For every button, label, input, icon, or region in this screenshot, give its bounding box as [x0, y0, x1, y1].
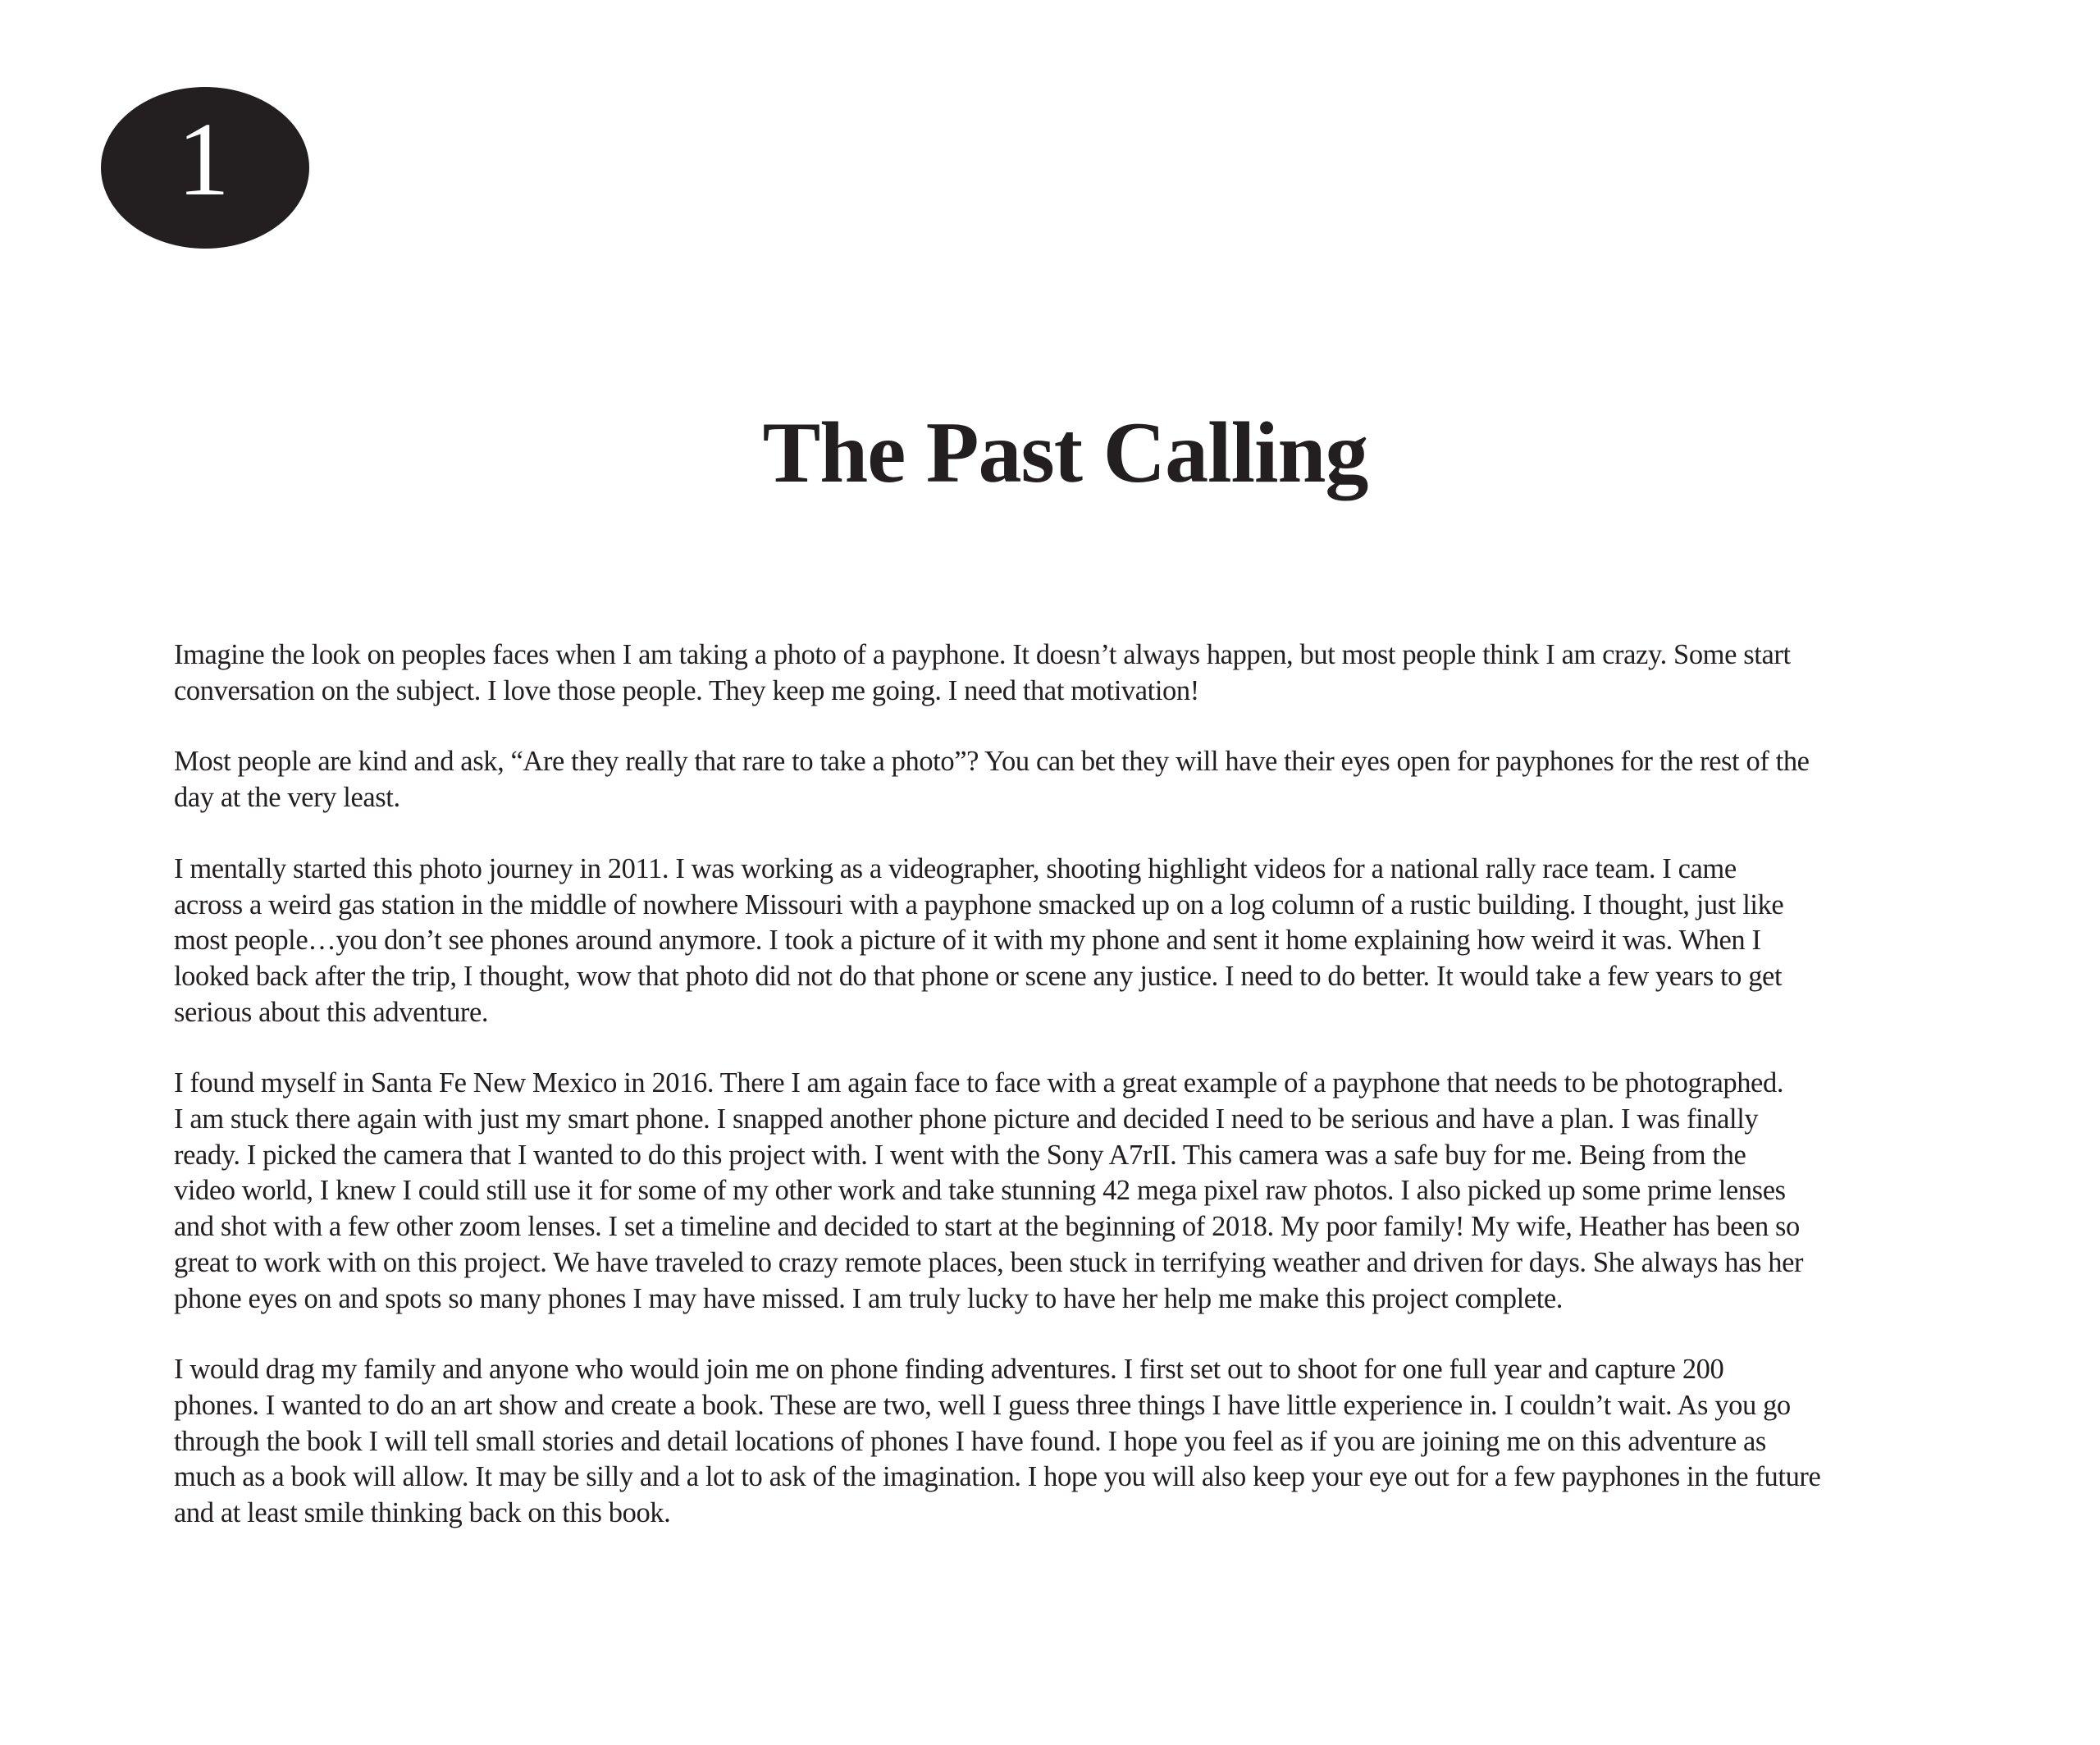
- body-text: [174, 637, 1970, 1567]
- page-title: The Past Calling: [762, 404, 1368, 500]
- paragraph: Imagine the look on peoples faces when I am taking a photo of a payphone. It doesn’t always happen, but most people think I am crazy. Some start conversation on the subject. I love those people. They keep me going. I need that motivation!: [174, 639, 1791, 706]
- chapter-number: 1: [177, 100, 230, 217]
- paragraph: I would drag my family and anyone who would join me on phone finding adventures. I first set out to shoot for one full year and capture 200 phones. I wanted to do an art show and create a book. These are two, well I guess three things I have little experience in. I couldn’t wait. As you go through the book I will tell small stories and detail locations of phones I have found. I hope you feel as if you are joining me on this adventure as much as a book will allow. It may be silly and a lot to ask of the imagination. I hope you will also keep your eye out for a few payphones in the future and at least smile thinking back on this book.: [174, 1354, 1821, 1529]
- chapter-badge: [101, 87, 309, 249]
- paragraph: I found myself in Santa Fe New Mexico in 2016. There I am again face to face with a great example of a payphone that needs to be photographed. I am stuck there again with just my smart phone. I snapped another phone picture and decided I need to be serious and have a plan. I was finally ready. I picked the camera that I wanted to do this project with. I went with the Sony A7rII. This camera was a safe buy for me. Being from the video world, I knew I could still use it for some of my other work and take stunning 42 mega pixel raw photos. I also picked up some prime lenses and shot with a few other zoom lenses. I set a timeline and decided to start at the beginning of 2018. My poor family! My wife, Heather has been so great to work with on this project. We have traveled to crazy remote places, been stuck in terrifying weather and driven for days. She always has her phone eyes on and spots so many phones I may have missed. I am truly lucky to have her help me make this project complete.: [174, 1067, 1804, 1314]
- paragraph: Most people are kind and ask, “Are they really that rare to take a photo”? You can bet they will have their eyes open for payphones for the rest of the day at the very least.: [174, 746, 1810, 814]
- paragraph: I mentally started this photo journey in 2011. I was working as a videographer, shooting highlight videos for a national rally race team. I came across a weird gas station in the middle of nowhere Missouri with a payphone smacked up on a log column of a rustic building. I thought, just like most people…you don’t see phones around anymore. I took a picture of it with my phone and sent it home explaining how weird it was. When I looked back after the trip, I thought, wow that photo did not do that phone or scene any justice. I need to do better. It would take a few years to get serious about this adventure.: [174, 852, 1784, 1028]
